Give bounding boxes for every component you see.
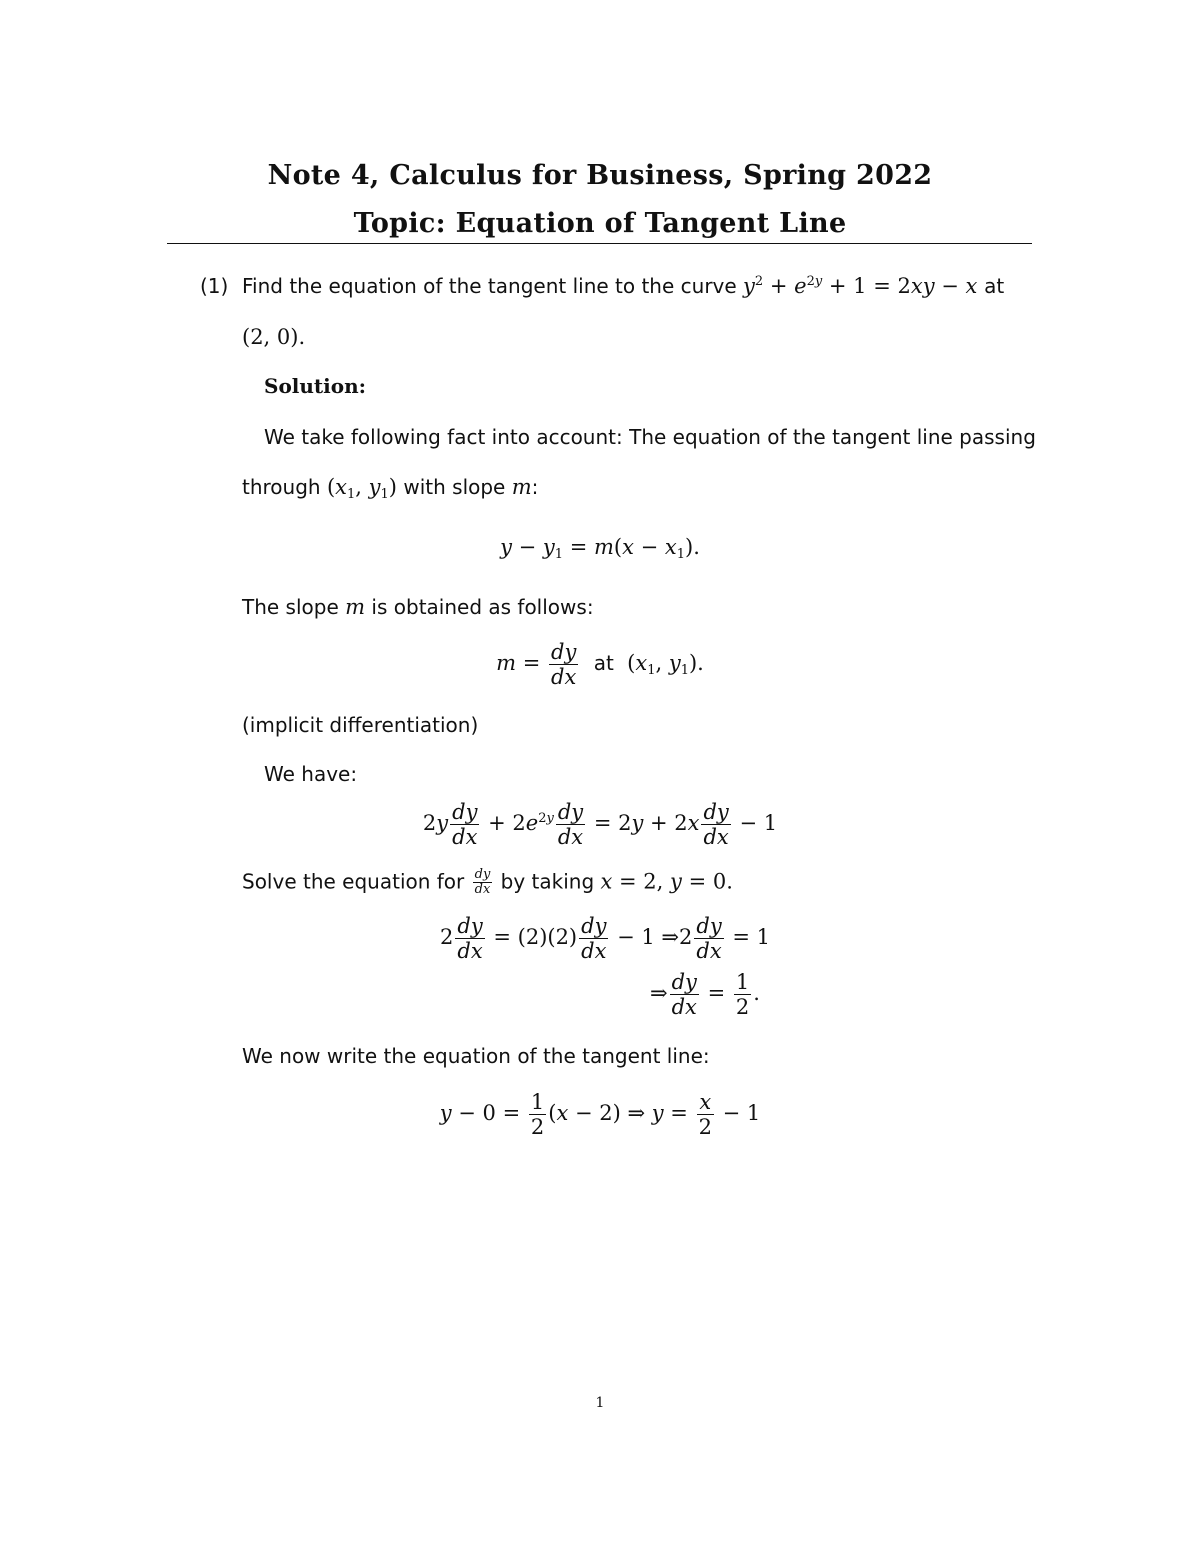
through-word: through: [242, 475, 321, 499]
tangent-line-equation: y − 0 = $\frac{1}{2}$ (x − 2) ⇒ y = $\frac{x}{2}$ − 1: [439, 1090, 761, 1140]
slope-line: [242, 595, 594, 619]
title-rule: [167, 243, 1032, 244]
substitution-values: x = 2, y = 0.: [600, 869, 733, 894]
write-line: We now write the equation of the tangent line:: [242, 1044, 710, 1068]
slope-definition: m = $\frac{dy}{dx}$ at ($x_1$, $y_1$).: [496, 640, 704, 690]
problem-text: Find the equation of the tangent line to the curve: [242, 274, 737, 298]
slope-symbol: m: [511, 475, 532, 499]
problem-number: (1): [200, 274, 229, 298]
we-have: We have:: [264, 762, 358, 786]
slope-line-start: The slope: [242, 595, 339, 619]
curve-equation: $y^2 + e^{2y} + 1 = 2xy - x$: [743, 274, 978, 298]
problem-point: (2, 0).: [242, 325, 306, 349]
small-dy-dx: $\frac{dy}{dx}$: [474, 867, 491, 898]
problem-at-word: at: [984, 274, 1005, 298]
dy-dx-fraction: $\frac{dy}{dx}$: [551, 640, 577, 690]
solve-line: [242, 868, 733, 898]
slope-symbol-2: m: [345, 595, 366, 619]
intro-line-2: through ($x_1$, $y_1$) with slope m:: [242, 475, 539, 502]
solve-line-mid: by taking: [500, 869, 595, 894]
point-x1-y1: ($x_1$, $y_1$): [326, 475, 397, 502]
solve-step-2: ⇒ $\frac{dy}{dx}$ = $\frac{1}{2}$ .: [650, 970, 760, 1020]
solve-step-1: 2 $\frac{dy}{dx}$ = (2)(2) $\frac{dy}{dx}$ − 1 ⇒2 $\frac{dy}{dx}$ = 1: [440, 914, 771, 964]
differentiated-equation: 2y $\frac{dy}{dx}$ + $2e^{2y}$ $\frac{dy}{dx}$ = 2y + 2x $\frac{dy}{dx}$ − 1: [422, 800, 778, 850]
problem-line-1: [242, 274, 1004, 298]
intro-line-1: We take following fact into account: The equation of the tangent line passing: [264, 425, 1036, 449]
point-slope-equation: $y - y_1 = m(x - x_1)$.: [500, 535, 700, 562]
implicit-note: (implicit differentiation): [242, 713, 479, 737]
topic-heading: Topic: Equation of Tangent Line: [353, 208, 847, 239]
with-slope-text: with slope: [403, 475, 506, 499]
slope-line-end: is obtained as follows:: [371, 595, 594, 619]
slope-at-word: at: [593, 651, 614, 676]
page-number: 1: [595, 1395, 605, 1411]
page-title: Note 4, Calculus for Business, Spring 2022: [267, 160, 933, 191]
solution-heading: Solution:: [264, 374, 367, 398]
solve-line-start: Solve the equation for: [242, 869, 465, 894]
